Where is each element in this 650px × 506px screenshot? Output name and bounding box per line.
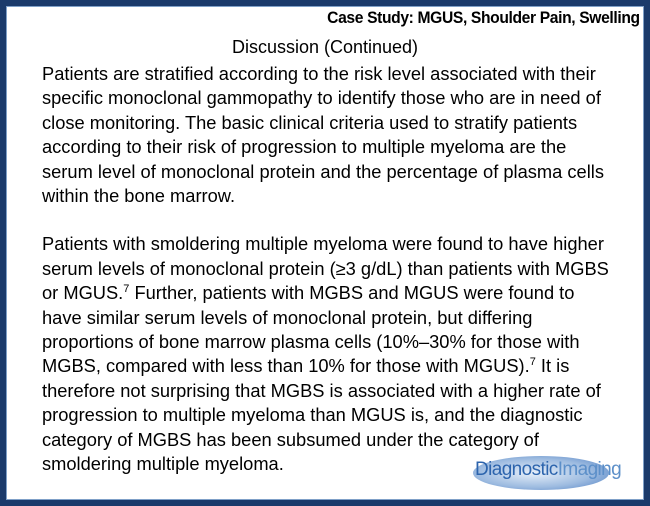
reference-marker: 7 <box>123 283 130 296</box>
body-text <box>42 62 612 477</box>
paragraph-2 <box>42 232 612 476</box>
slide-content <box>6 6 644 500</box>
paragraph-2-part-1: Patients with smoldering multiple myeloma were found to have higher serum levels of monoclonal protein (≥3 g/dL) than patients with MGBS or MGUS. <box>42 233 609 304</box>
paragraph-2-part-3: It is therefore not surprising that MGBS is associated with a higher rate of progression to multiple myeloma than MGUS is, and the diagnostic category of MGBS has been subsumed under the category of smoldering multiple myeloma. <box>42 355 601 475</box>
logo-text: DiagnosticImaging <box>475 459 622 480</box>
diagnostic-imaging-logo <box>469 451 639 493</box>
paragraph-1: Patients are stratified according to the risk level associated with their specific monoclonal gammopathy to identify those who are in need of close monitoring. The basic clinical criteria used to stratify patients according to their risk of progression to multiple myeloma are the serum level of monoclonal protein and the percentage of plasma cells within the bone marrow. <box>42 63 604 207</box>
case-study-title: Case Study: MGUS, Shoulder Pain, Swelling <box>327 8 640 27</box>
section-title: Discussion (Continued) <box>231 37 419 57</box>
paragraph-2-part-2: Further, patients with MGBS and MGUS were found to have similar serum levels of monoclonal protein, but differing proportions of bone marrow plasma cells (10%–30% for those with MGBS, compared with less than 10% for those with MGUS). <box>42 282 580 377</box>
reference-marker: 7 <box>529 356 536 369</box>
